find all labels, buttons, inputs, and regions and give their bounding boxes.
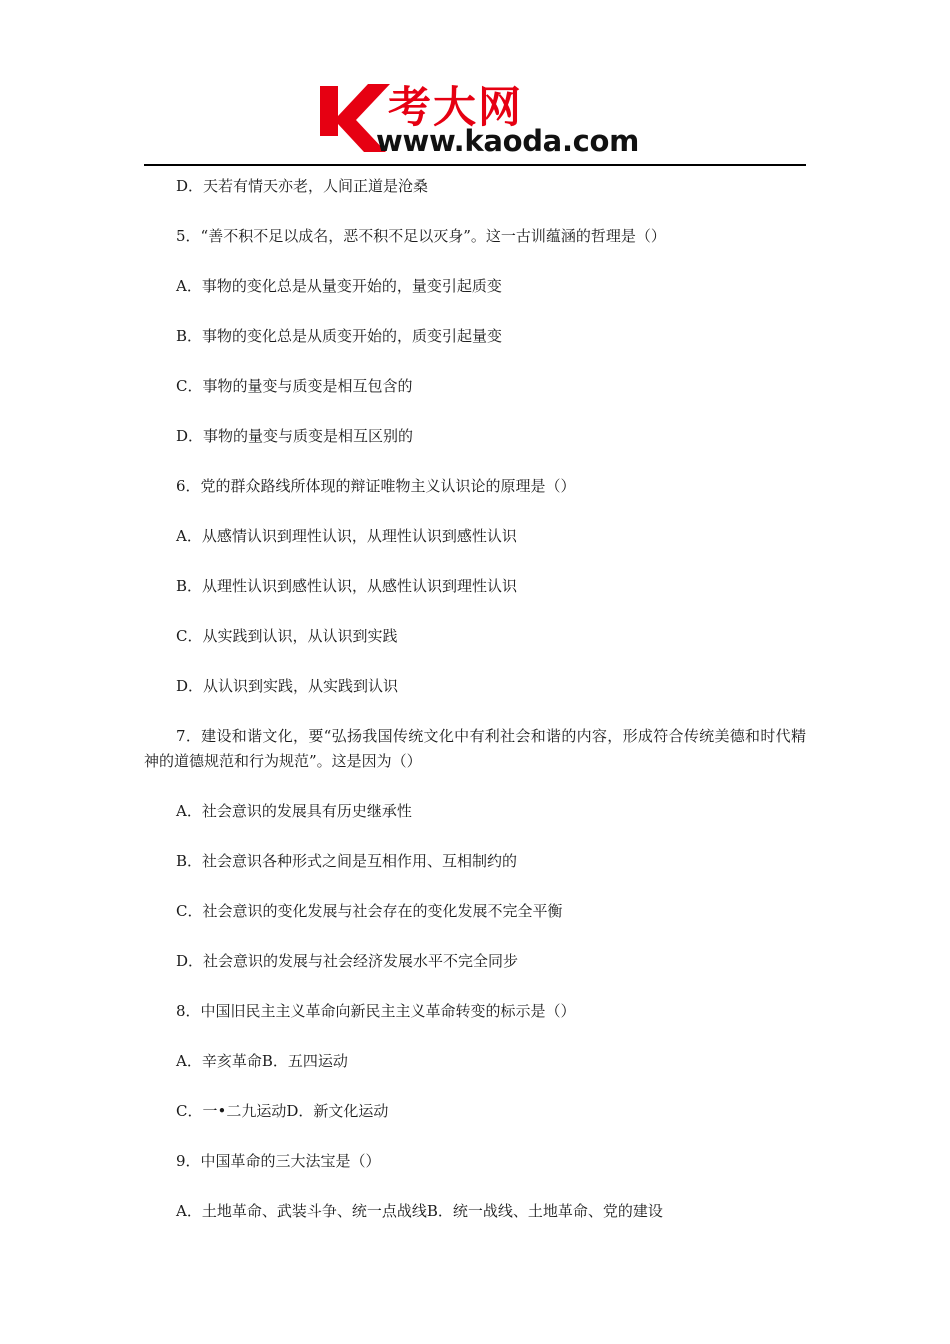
question-9: 9．中国革命的三大法宝是（）	[176, 1152, 381, 1170]
option-c: C．事物的量变与质变是相互包含的	[176, 377, 413, 395]
page-header	[0, 0, 950, 170]
options-ab: A．土地革命、武装斗争、统一点战线B．统一战线、土地革命、党的建设	[176, 1202, 663, 1220]
document-body	[144, 172, 806, 1224]
question-5: 5．“善不积不足以成名，恶不积不足以灭身”。这一古训蕴涵的哲理是（）	[176, 227, 666, 245]
option-a: A．从感情认识到理性认识，从理性认识到感性认识	[176, 527, 517, 545]
option-d: D．天若有情天亦老，人间正道是沧桑	[176, 177, 429, 195]
logo-url: www.kaoda.com	[376, 124, 640, 158]
options-cd: C．一•二九运动D．新文化运动	[176, 1102, 389, 1120]
option-a: A．事物的变化总是从量变开始的，量变引起质变	[176, 277, 502, 295]
option-d: D．社会意识的发展与社会经济发展水平不完全同步	[176, 952, 519, 970]
option-b: B．从理性认识到感性认识，从感性认识到理性认识	[176, 577, 518, 595]
header-divider	[144, 164, 806, 166]
question-6: 6．党的群众路线所体现的辩证唯物主义认识论的原理是（）	[176, 477, 576, 495]
option-b: B．事物的变化总是从质变开始的，质变引起量变	[176, 327, 503, 345]
logo-text: 考大网	[388, 83, 523, 133]
kaoda-logo[interactable]	[316, 80, 646, 160]
options-ab: A．辛亥革命B．五四运动	[176, 1052, 348, 1070]
question-7: 7．建设和谐文化，要“弘扬我国传统文化中有利社会和谐的内容，形成符合传统美德和时代精神的道德规范和行为规范”。这是因为（）	[144, 727, 806, 770]
option-d: D．从认识到实践，从实践到认识	[176, 677, 399, 695]
question-8: 8．中国旧民主主义革命向新民主主义革命转变的标示是（）	[176, 1002, 576, 1020]
option-b: B．社会意识各种形式之间是互相作用、互相制约的	[176, 852, 518, 870]
option-c: C．社会意识的变化发展与社会存在的变化发展不完全平衡	[176, 902, 563, 920]
option-d: D．事物的量变与质变是相互区别的	[176, 427, 414, 445]
option-a: A．社会意识的发展具有历史继承性	[176, 802, 412, 820]
option-c: C．从实践到认识，从认识到实践	[176, 627, 398, 645]
